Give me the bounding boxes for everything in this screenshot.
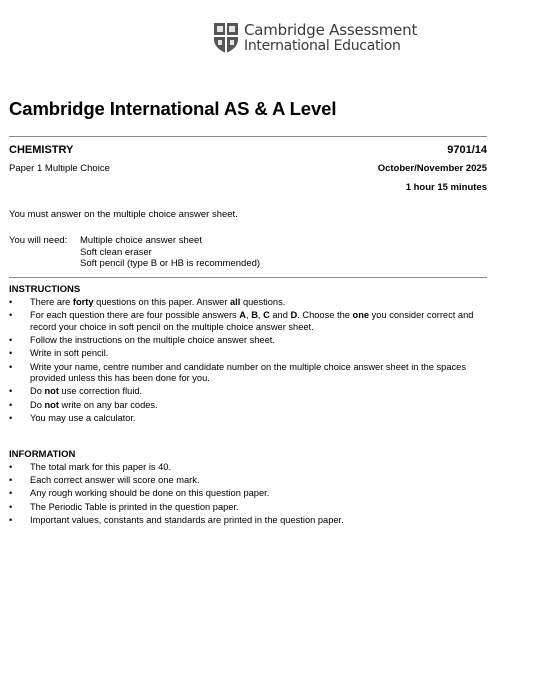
bullet-icon: •: [9, 399, 13, 410]
information-list: [9, 462, 494, 527]
answer-instruction: You must answer on the multiple choice answer sheet.: [9, 209, 238, 220]
information-item: [9, 462, 494, 474]
bullet-icon: •: [9, 412, 13, 423]
emphasis-text: not: [44, 386, 59, 397]
instruction-item: [9, 335, 494, 347]
item-text: Important values, constants and standards are printed in the question paper.: [30, 514, 344, 525]
information-heading: INFORMATION: [9, 449, 76, 460]
instruction-item: [9, 310, 494, 333]
item-text: Write your name, centre number and candidate number on the multiple choice answer sheet in the spaces provided unless this has been done for you.: [30, 361, 466, 384]
bullet-icon: •: [9, 335, 13, 346]
information-item: [9, 515, 494, 527]
bullet-icon: •: [9, 361, 13, 372]
information-item: [9, 488, 494, 500]
emphasis-text: A: [239, 310, 247, 321]
information-section: [9, 449, 494, 528]
information-item: [9, 502, 494, 514]
instruction-item: [9, 297, 494, 309]
cambridge-crest-icon: [213, 22, 239, 54]
item-text: you consider correct and record your choice in soft pencil on the multiple choice answer sheet.: [30, 310, 474, 332]
item-text: ,: [257, 310, 264, 321]
you-will-need-label: You will need:: [9, 235, 68, 246]
logo-wordmark: [244, 22, 417, 54]
exam-duration: 1 hour 15 minutes: [405, 182, 487, 193]
item-text: For each question there are four possible answers: [30, 310, 240, 321]
need-item: Multiple choice answer sheet: [80, 235, 202, 246]
need-item: Soft pencil (type B or HB is recommended): [80, 258, 261, 269]
bullet-icon: •: [9, 501, 13, 512]
need-item: Soft clean eraser: [80, 246, 152, 258]
instructions-list: [9, 297, 494, 425]
item-text: . Choose the: [297, 310, 353, 321]
qualification-title: Cambridge International AS & A Level: [9, 98, 337, 119]
item-text: Write in soft pencil.: [30, 348, 109, 359]
instruction-item: [9, 362, 494, 385]
emphasis-text: D: [290, 310, 298, 321]
item-text: The total mark for this paper is 40.: [30, 462, 172, 472]
cambridge-logo: [213, 22, 417, 56]
instructions-heading: INSTRUCTIONS: [9, 284, 81, 295]
item-text: questions.: [240, 297, 286, 307]
item-text: You may use a calculator.: [30, 412, 136, 423]
item-text: and: [269, 310, 291, 321]
item-text: Do: [30, 386, 45, 397]
emphasis-text: one: [352, 310, 370, 321]
bullet-icon: •: [9, 348, 13, 359]
emphasis-text: all: [230, 297, 241, 307]
item-text: There are: [30, 297, 73, 307]
subject-name: CHEMISTRY: [9, 144, 74, 156]
item-text: The Periodic Table is printed in the question paper.: [30, 501, 239, 512]
paper-code: 9701/14: [447, 144, 487, 156]
item-text: use correction fluid.: [58, 386, 143, 397]
bullet-icon: •: [9, 462, 13, 472]
item-text: Each correct answer will score one mark.: [30, 475, 200, 486]
item-text: Do: [30, 399, 45, 410]
bullet-icon: •: [9, 386, 13, 397]
item-text: questions on this paper. Answer: [93, 297, 231, 307]
top-divider: [9, 136, 487, 137]
bullet-icon: •: [9, 514, 13, 525]
emphasis-text: forty: [72, 297, 94, 307]
information-item: [9, 475, 494, 487]
item-text: ,: [246, 310, 252, 321]
emphasis-text: C: [263, 310, 270, 321]
emphasis-text: B: [251, 310, 258, 321]
exam-session: October/November 2025: [377, 163, 487, 174]
bullet-icon: •: [9, 310, 13, 321]
bullet-icon: •: [9, 475, 13, 486]
logo-line-1: Cambridge Assessment: [244, 21, 418, 39]
bullet-icon: •: [9, 488, 13, 499]
mid-divider: [9, 277, 487, 278]
emphasis-text: not: [44, 399, 59, 410]
bullet-icon: •: [9, 297, 13, 307]
logo-line-2: International Education: [244, 38, 401, 54]
item-text: write on any bar codes.: [58, 399, 158, 410]
instruction-item: [9, 413, 494, 425]
item-text: Any rough working should be done on this question paper.: [30, 488, 270, 499]
you-will-need-list: [80, 235, 260, 270]
instruction-item: [9, 348, 494, 360]
paper-title: Paper 1 Multiple Choice: [9, 163, 110, 174]
instructions-section: [9, 284, 494, 426]
instruction-item: [9, 400, 494, 412]
item-text: Follow the instructions on the multiple choice answer sheet.: [30, 335, 275, 346]
instruction-item: [9, 386, 494, 398]
